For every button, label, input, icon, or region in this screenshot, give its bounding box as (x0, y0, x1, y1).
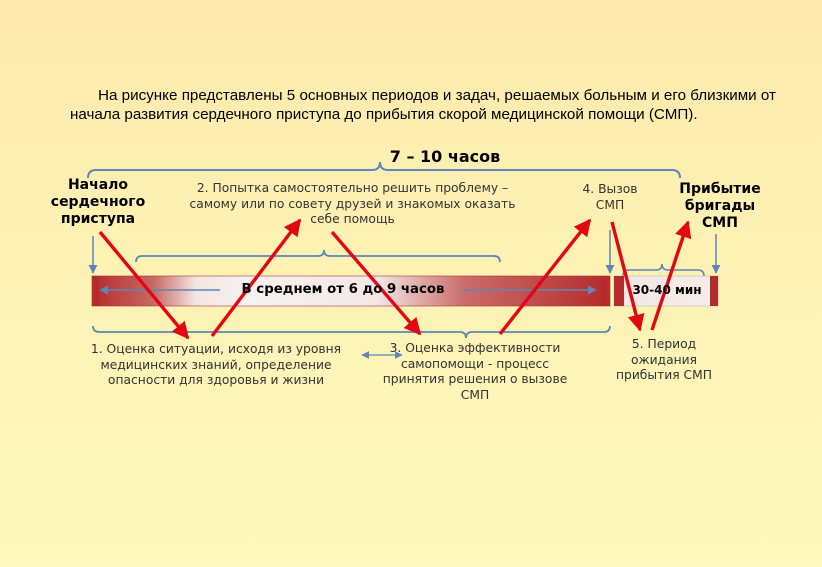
bottom-bracket (93, 326, 610, 338)
main-bar-end-left (92, 276, 99, 306)
main-bar-end-right (601, 276, 610, 306)
wait-time-label: 30-40 мин (632, 283, 702, 297)
total-duration-label: 7 – 10 часов (389, 147, 501, 166)
step5-label: 5. Период ожидания прибытия СМП (615, 337, 713, 382)
arrival-label: Прибытие бригады СМП (679, 181, 761, 231)
average-duration-label: В среднем от 6 до 9 часов (241, 282, 445, 297)
intro-paragraph: На рисунке представлены 5 основных периодов и задач, решаемых больным и его близкими от начала развития сердечного приступа до прибытия скорой медицинской помощи (СМП). (70, 87, 776, 123)
step3-label: 3. Оценка эффективности самопомощи - процесс принятия решения о вызове СМП (382, 341, 568, 402)
mid-bracket (136, 250, 500, 262)
step2-label: 2. Попытка самостоятельно решить проблему – самому или по совету друзей и знакомых оказать себе помощь (189, 181, 516, 226)
small-bracket (623, 264, 704, 276)
step4-label: 4. Вызов СМП (582, 182, 638, 212)
step1-label: 1. Оценка ситуации, исходя из уровня медицинских знаний, определение опасности для здоровья и жизни (90, 342, 342, 387)
start-label: Начало сердечного приступа (50, 177, 146, 227)
